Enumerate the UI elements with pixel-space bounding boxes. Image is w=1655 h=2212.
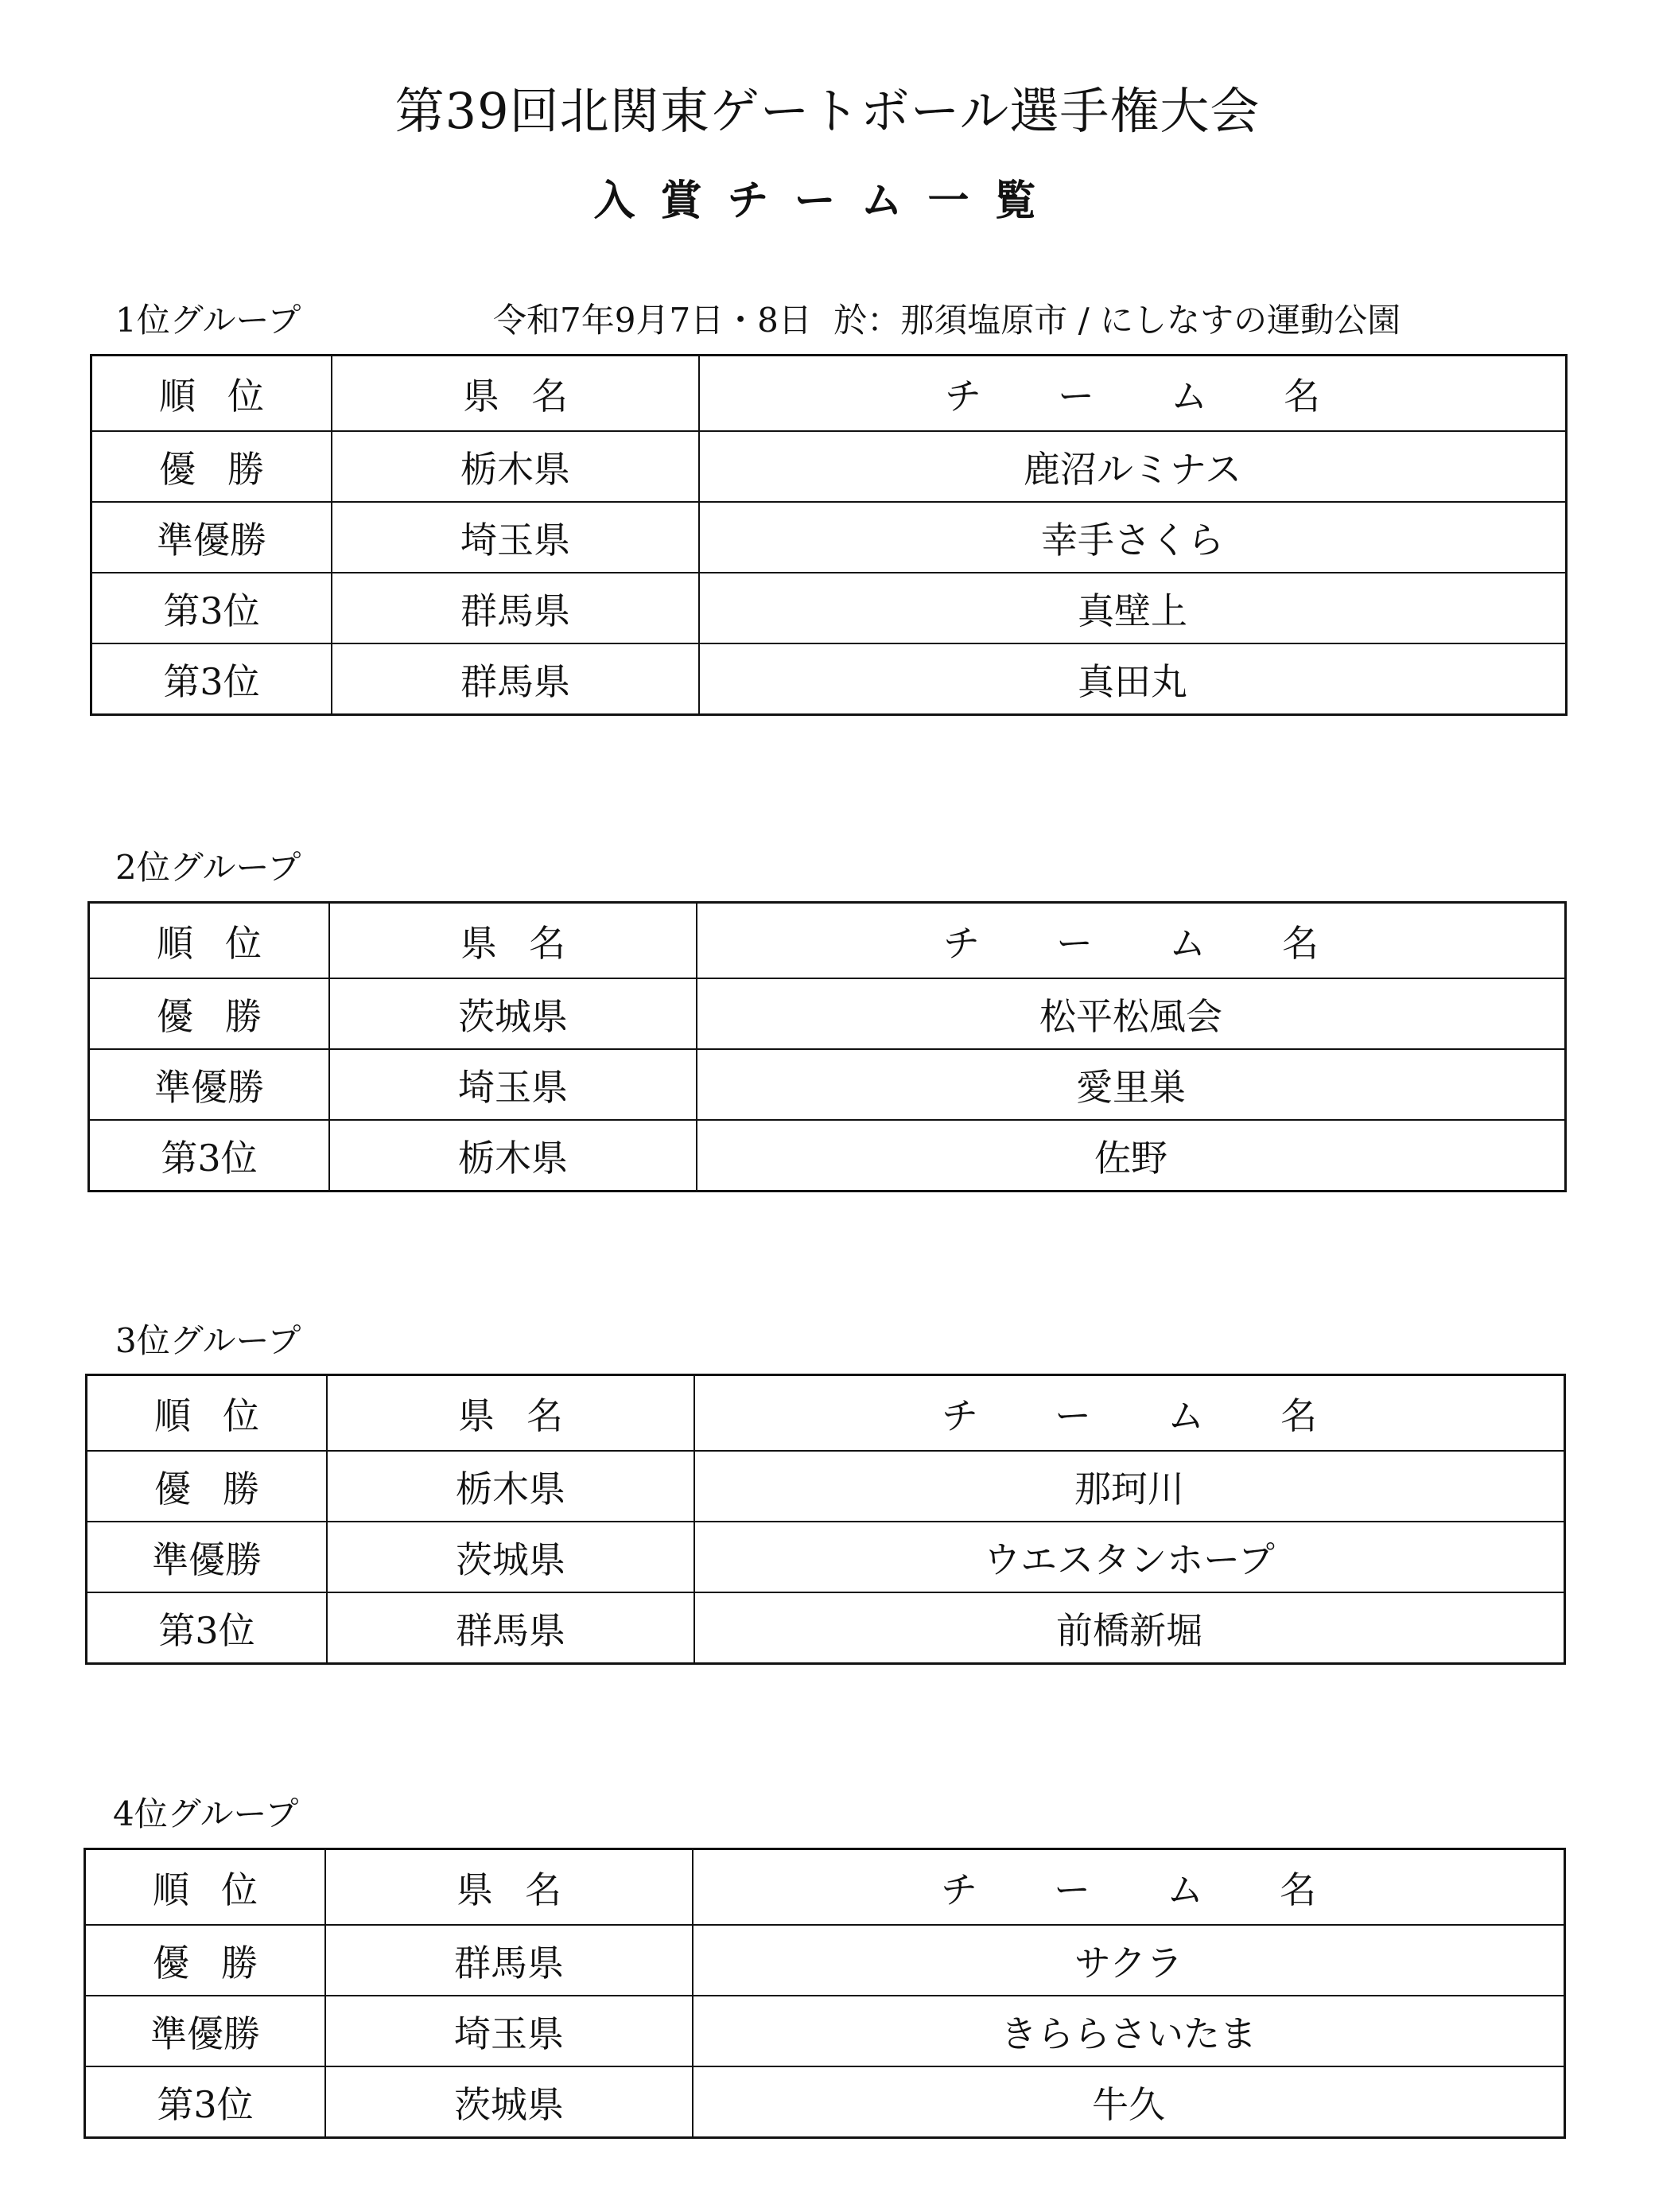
group-3-label: 3位グループ <box>115 1321 301 1360</box>
event-venue: 於：那須塩原市 / にしなすの運動公園 <box>833 301 1401 340</box>
rank-cell: 準優勝 <box>85 1996 326 2066</box>
group-1-table <box>90 354 1568 716</box>
event-info <box>493 298 1412 343</box>
group-1-label: 1位グループ <box>115 301 301 340</box>
team-cell: サクラ <box>693 1925 1565 1996</box>
header-rank: 順位 <box>85 1849 326 1926</box>
team-cell: 真田丸 <box>699 643 1567 715</box>
table-row <box>87 1522 1565 1592</box>
header-rank: 順位 <box>91 356 332 432</box>
prefecture-cell: 埼玉県 <box>325 1996 693 2066</box>
group-2-table <box>87 901 1567 1192</box>
header-prefecture: 県名 <box>325 1849 693 1926</box>
rank-cell: 第3位 <box>91 573 332 643</box>
table-header-row <box>91 356 1567 432</box>
prefecture-cell: 栃木県 <box>329 1120 697 1192</box>
rank-cell: 優勝 <box>87 1451 328 1522</box>
prefecture-cell: 茨城県 <box>325 2066 693 2138</box>
event-date: 令和7年9月7日・8日 <box>493 301 812 340</box>
header-prefecture: 県名 <box>332 356 699 432</box>
header-rank: 順位 <box>87 1375 328 1452</box>
table-row <box>91 573 1567 643</box>
team-cell: ウエスタンホープ <box>694 1522 1565 1592</box>
rank-cell: 第3位 <box>85 2066 326 2138</box>
header-rank: 順位 <box>89 903 330 979</box>
team-cell: 那珂川 <box>694 1451 1565 1522</box>
table-row <box>91 502 1567 573</box>
header-team: チーム名 <box>697 903 1566 979</box>
group-2-label: 2位グループ <box>115 848 301 887</box>
table-header-row <box>85 1849 1565 1926</box>
prefecture-cell: 群馬県 <box>332 643 699 715</box>
table-row <box>89 978 1566 1049</box>
header-prefecture: 県名 <box>329 903 697 979</box>
table-row <box>89 1120 1566 1192</box>
team-cell: 牛久 <box>693 2066 1565 2138</box>
table-row <box>87 1592 1565 1664</box>
prefecture-cell: 群馬県 <box>327 1592 694 1664</box>
team-cell: きららさいたま <box>693 1996 1565 2066</box>
rank-cell: 準優勝 <box>87 1522 328 1592</box>
group-4-label: 4位グループ <box>113 1794 299 1833</box>
group-3-table <box>85 1374 1566 1665</box>
team-cell: 愛里巣 <box>697 1049 1566 1120</box>
rank-cell: 第3位 <box>89 1120 330 1192</box>
prefecture-cell: 群馬県 <box>325 1925 693 1996</box>
team-cell: 幸手さくら <box>699 502 1567 573</box>
table-row <box>85 2066 1565 2138</box>
prefecture-cell: 茨城県 <box>327 1522 694 1592</box>
table-row <box>85 1996 1565 2066</box>
prefecture-cell: 茨城県 <box>329 978 697 1049</box>
prefecture-cell: 栃木県 <box>332 431 699 502</box>
table-row <box>91 643 1567 715</box>
header-team: チーム名 <box>693 1849 1565 1926</box>
group-4-table <box>84 1848 1566 2139</box>
rank-cell: 優勝 <box>91 431 332 502</box>
table-row <box>85 1925 1565 1996</box>
team-cell: 真壁上 <box>699 573 1567 643</box>
prefecture-cell: 埼玉県 <box>332 502 699 573</box>
prefecture-cell: 群馬県 <box>332 573 699 643</box>
team-cell: 佐野 <box>697 1120 1566 1192</box>
table-row <box>89 1049 1566 1120</box>
team-cell: 鹿沼ルミナス <box>699 431 1567 502</box>
header-team: チーム名 <box>699 356 1567 432</box>
table-row <box>87 1451 1565 1522</box>
prefecture-cell: 埼玉県 <box>329 1049 697 1120</box>
table-row <box>91 431 1567 502</box>
rank-cell: 優勝 <box>89 978 330 1049</box>
header-prefecture: 県名 <box>327 1375 694 1452</box>
prefecture-cell: 栃木県 <box>327 1451 694 1522</box>
rank-cell: 第3位 <box>87 1592 328 1664</box>
table-header-row <box>87 1375 1565 1452</box>
rank-cell: 第3位 <box>91 643 332 715</box>
document-subtitle: 入賞チーム一覧 <box>593 177 1062 225</box>
team-cell: 松平松風会 <box>697 978 1566 1049</box>
team-cell: 前橋新堀 <box>694 1592 1565 1664</box>
rank-cell: 準優勝 <box>89 1049 330 1120</box>
header-team: チーム名 <box>694 1375 1565 1452</box>
table-header-row <box>89 903 1566 979</box>
document-title: 第39回北関東ゲートボール選手権大会 <box>394 82 1261 140</box>
rank-cell: 優勝 <box>85 1925 326 1996</box>
rank-cell: 準優勝 <box>91 502 332 573</box>
